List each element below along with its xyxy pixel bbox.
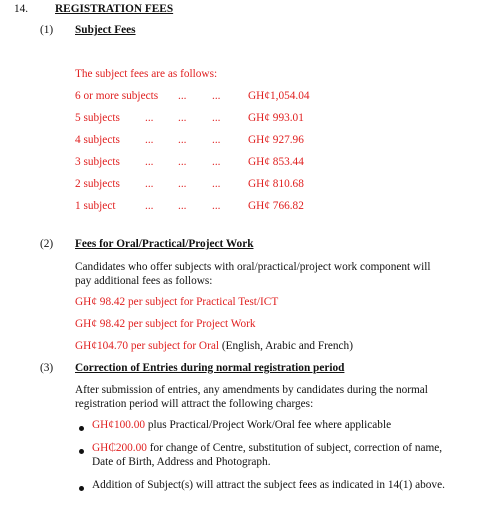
fee-row-label: 2 subjects <box>75 178 120 190</box>
bullet-dot <box>79 486 84 491</box>
subsection-number-2: (2) <box>40 238 54 250</box>
fee-row-amount: GH¢ 993.01 <box>248 112 304 124</box>
fee-row-label: 1 subject <box>75 200 116 212</box>
bullet-dot <box>79 426 84 431</box>
section-title: REGISTRATION FEES <box>55 3 174 15</box>
fee-row-dots: ... <box>145 178 154 190</box>
change-fee-amount: GH₵200.00 <box>92 442 147 454</box>
oral-fee-oral-languages: (English, Arabic and French) <box>219 340 353 352</box>
fee-row-dots: ... <box>212 178 221 190</box>
correction-bullet-3: Addition of Subject(s) will attract the subject fees as indicated in 14(1) above. <box>92 479 445 491</box>
fee-row-dots: ... <box>212 134 221 146</box>
fee-row-amount: GH¢ 853.44 <box>248 156 304 168</box>
oral-fee-practical: GH¢ 98.42 per subject for Practical Test/ICT <box>75 296 279 308</box>
correction-bullet-2 <box>92 442 442 456</box>
fee-row-dots: ... <box>145 200 154 212</box>
fee-row-amount: GH¢ 766.82 <box>248 200 304 212</box>
correction-fee-amount: GH¢100.00 <box>92 419 146 431</box>
change-fee-description-line2: Date of Birth, Address and Photograph. <box>92 456 271 468</box>
fee-row-label: 5 subjects <box>75 112 120 124</box>
oral-fee-project: GH¢ 98.42 per subject for Project Work <box>75 318 256 330</box>
fee-row-dots: ... <box>178 112 187 124</box>
subsection-number-3: (3) <box>40 362 54 374</box>
fee-row-amount: GH¢ 927.96 <box>248 134 304 146</box>
fee-row-dots: ... <box>212 112 221 124</box>
bullet-dot <box>79 449 84 454</box>
fee-row-dots: ... <box>178 134 187 146</box>
fee-row-dots: ... <box>145 156 154 168</box>
fee-row-dots: ... <box>212 200 221 212</box>
fee-row-dots: ... <box>178 90 187 102</box>
oral-fees-heading: Fees for Oral/Practical/Project Work <box>75 238 254 250</box>
fee-row-dots: ... <box>178 200 187 212</box>
fee-row-dots: ... <box>145 112 154 124</box>
corrections-heading: Correction of Entries during normal registration period <box>75 362 345 374</box>
subject-fees-heading: Subject Fees <box>75 24 136 36</box>
fee-row-dots: ... <box>212 90 221 102</box>
section-number: 14. <box>14 3 29 15</box>
fee-row-label: 4 subjects <box>75 134 120 146</box>
subject-fees-intro: The subject fees are as follows: <box>75 68 218 80</box>
fee-row-dots: ... <box>212 156 221 168</box>
fee-row-label: 6 or more subjects <box>75 90 159 102</box>
oral-fees-paragraph-line2: pay additional fees as follows: <box>75 275 213 287</box>
correction-bullet-1 <box>92 419 391 433</box>
oral-fee-oral <box>75 340 353 354</box>
fee-row-amount: GH¢1,054.04 <box>248 90 310 102</box>
correction-fee-description: plus Practical/Project Work/Oral fee where applicable <box>145 419 392 431</box>
fee-row-dots: ... <box>178 156 187 168</box>
fee-row-amount: GH¢ 810.68 <box>248 178 304 190</box>
corrections-paragraph-line2: registration period will attract the following charges: <box>75 398 314 410</box>
corrections-paragraph-line1: After submission of entries, any amendments by candidates during the normal <box>75 384 428 396</box>
oral-fees-paragraph-line1: Candidates who offer subjects with oral/practical/project work component will <box>75 261 431 273</box>
fee-row-label: 3 subjects <box>75 156 120 168</box>
fee-row-dots: ... <box>145 134 154 146</box>
fee-row-dots: ... <box>178 178 187 190</box>
change-fee-description-line1: for change of Centre, substitution of subject, correction of name, <box>146 442 443 454</box>
oral-fee-oral-amount: GH¢104.70 per subject for Oral <box>75 340 219 352</box>
subsection-number-1: (1) <box>40 24 54 36</box>
